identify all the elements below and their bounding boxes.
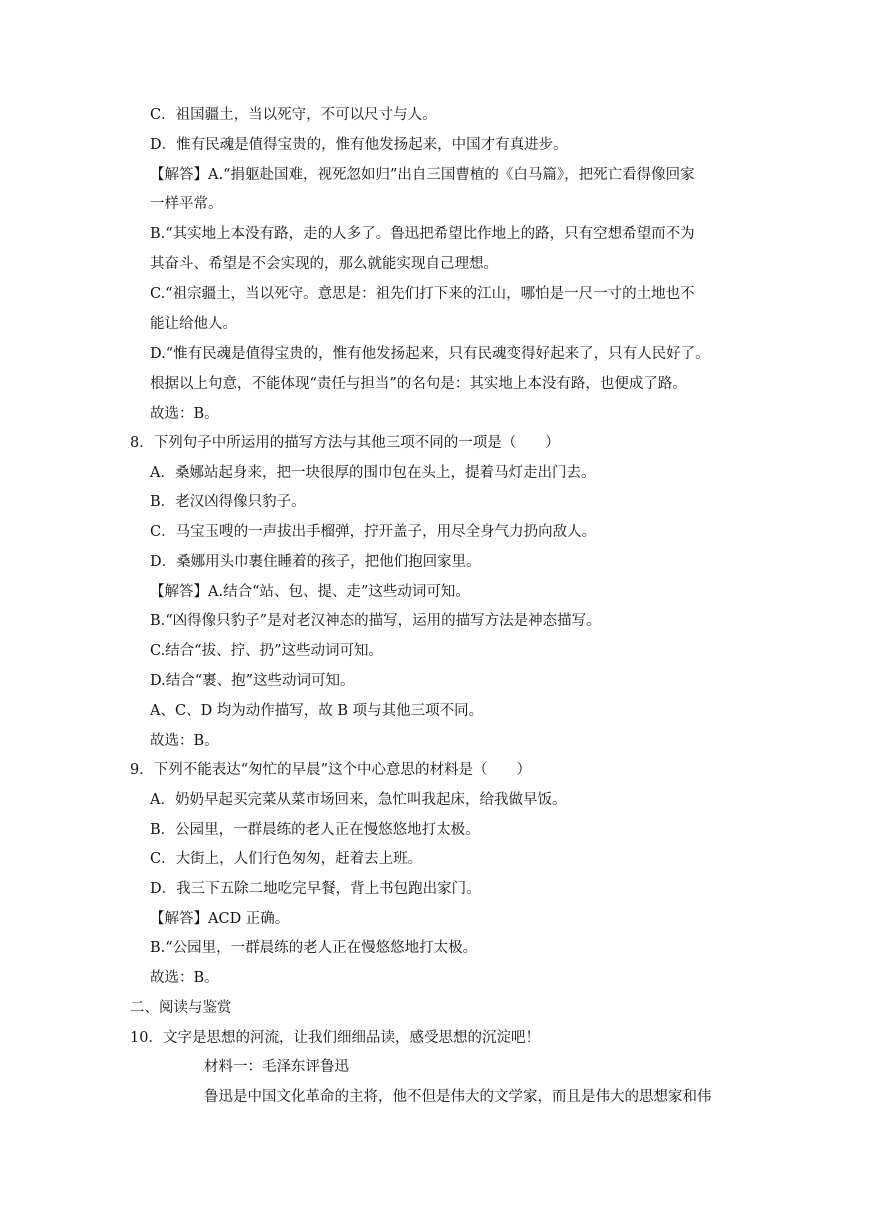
answer-line: 【解答】A.“捐躯赴国难，视死忽如归”出自三国曹植的《白马篇》，把死亡看得像回家	[150, 167, 695, 183]
answer-line: C.结合“拔、拧、扔”这些动词可知。	[150, 643, 384, 659]
choice-line: 故选：B。	[150, 733, 219, 749]
answer-line: B.“凶得像只豹子”是对老汉神态的描写，运用的描写方法是神态描写。	[150, 613, 601, 629]
option-d-line: D．桑娜用头巾裹住睡着的孩子，把他们抱回家里。	[150, 554, 481, 570]
option-a-line: A．奶奶早起买完菜从菜市场回来，急忙叫我起床，给我做早饭。	[150, 792, 567, 808]
answer-line: D.“惟有民魂是值得宝贵的，惟有他发扬起来，只有民魂变得好起来了，只有人民好了。	[150, 346, 710, 362]
section-heading: 二、阅读与鉴赏	[130, 1000, 232, 1016]
material-body-line: 鲁迅是中国文化革命的主将，他不但是伟大的文学家，而且是伟大的思想家和伟	[204, 1089, 712, 1105]
option-c-line: C．大街上，人们行色匆匆，赶着去上班。	[150, 851, 423, 867]
answer-line: C.“祖宗疆土，当以死守。意思是：祖先们打下来的江山，哪怕是一尺一寸的土地也不	[150, 286, 695, 302]
option-d-line: D．我三下五除二地吃完早餐，背上书包跑出家门。	[150, 881, 481, 897]
choice-line: 故选：B。	[150, 406, 219, 422]
option-c-line: C．马宝玉嗖的一声拔出手榴弹，拧开盖子，用尽全身气力扔向敌人。	[150, 524, 597, 540]
answer-line: B.“公园里，一群晨练的老人正在慢悠悠地打太极。	[150, 940, 478, 956]
question-9-title: 9．下列不能表达“匆忙的早晨”这个中心意思的材料是（ ）	[130, 762, 532, 778]
answer-line: 能让给他人。	[150, 316, 237, 332]
answer-line: 根据以上句意，不能体现“责任与担当”的名句是：其实地上本没有路，也便成了路。	[150, 376, 687, 392]
option-b-line: B．老汉凶得像只豹子。	[150, 494, 306, 510]
option-b-line: B．公园里，一群晨练的老人正在慢悠悠地打太极。	[150, 822, 480, 838]
question-8-title: 8．下列句子中所运用的描写方法与其他三项不同的一项是（ ）	[130, 435, 560, 451]
material-title: 材料一：毛泽东评鲁迅	[204, 1059, 349, 1075]
answer-line: 【解答】A.结合“站、包、提、走”这些动词可知。	[150, 584, 470, 600]
answer-line: 其奋斗、希望是不会实现的，那么就能实现自己理想。	[150, 256, 498, 272]
answer-line: D.结合“裹、抱”这些动词可知。	[150, 673, 355, 689]
answer-line: 一样平常。	[150, 196, 223, 212]
option-d-line: D．惟有民魂是值得宝贵的，惟有他发扬起来，中国才有真进步。	[150, 137, 568, 153]
question-10-title: 10．文字是思想的河流，让我们细细品读，感受思想的沉淀吧！	[130, 1030, 540, 1046]
option-c-line: C．祖国疆土，当以死守，不可以尺寸与人。	[150, 107, 437, 123]
answer-line: 【解答】ACD 正确。	[150, 911, 290, 927]
answer-line: A、C、D 均为动作描写，故 B 项与其他三项不同。	[150, 703, 484, 719]
choice-line: 故选：B。	[150, 970, 219, 986]
option-a-line: A．桑娜站起身来，把一块很厚的围巾包在头上，提着马灯走出门去。	[150, 465, 596, 481]
answer-line: B.“其实地上本没有路，走的人多了。鲁迅把希望比作地上的路，只有空想希望而不为	[150, 226, 695, 242]
